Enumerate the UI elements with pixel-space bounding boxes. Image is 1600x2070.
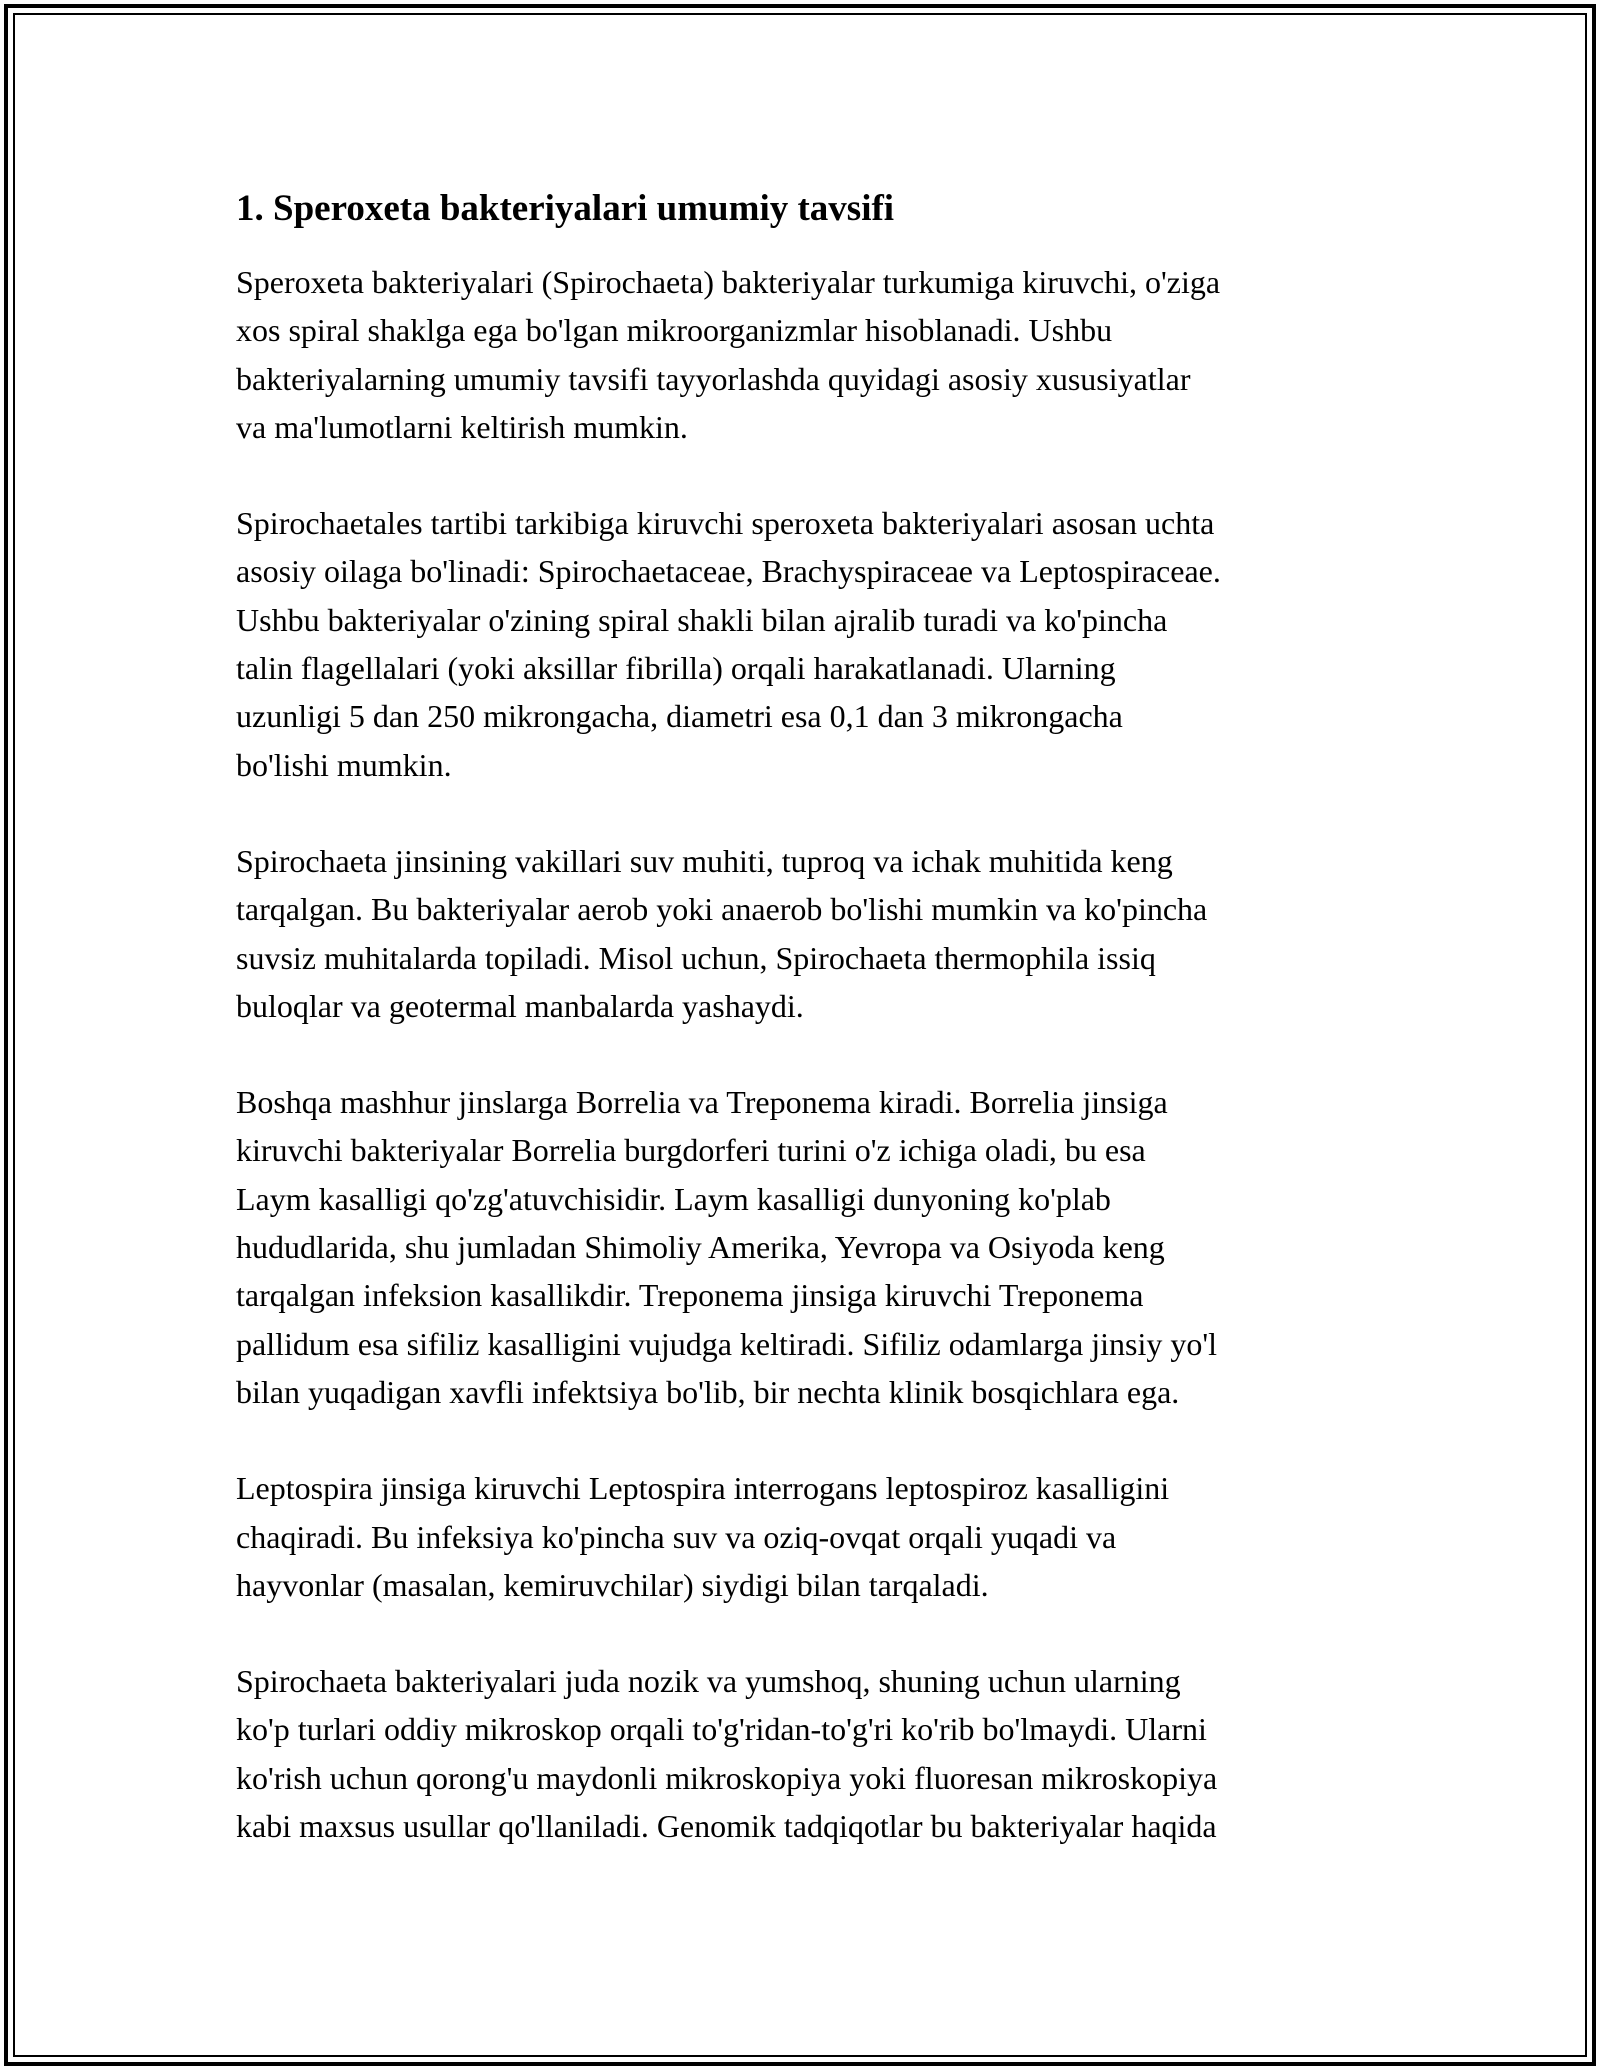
paragraph-leptospira: Leptospira jinsiga kiruvchi Leptospira interrogans leptospiroz kasalligini chaqiradi. Bu infeksiya ko'pincha suv va oziq-ovqat orqali yuqadi va hayvonlar (masalan, kemiruvchilar) siydigi bilan tarqaladi. — [236, 1470, 1170, 1603]
section-title: 1. Speroxeta bakteriyalari umumiy tavsifi — [236, 188, 895, 229]
paragraph-overview: Speroxeta bakteriyalari (Spirochaeta) bakteriyalar turkumiga kiruvchi, o'ziga xos spiral shaklga ega bo'lgan mikroorganizmlar hisoblanadi. Ushbu bakteriyalarning umumiy tavsifi tayyorlashda quyidagi asosiy xususiyatlar va ma'lumotlarni keltirish mumkin. — [236, 264, 1221, 445]
paragraph-microscopy: Spirochaeta bakteriyalari juda nozik va yumshoq, shuning uchun ularning ko'p turlari oddiy mikroskop orqali to'g'ridan-to'g'ri ko'rib bo'lmaydi. Ularni ko'rish uchun qorong'u maydonli mikroskopiya yoki fluoresan mikroskopiya kabi maxsus usullar qo'llaniladi. Genomik tadqiqotlar bu bakteriyalar haqida — [236, 1663, 1218, 1845]
paragraph-habitat: Spirochaeta jinsining vakillari suv muhiti, tuproq va ichak muhitida keng tarqalgan. Bu bakteriyalar aerob yoki anaerob bo'lishi mumkin va ko'pincha suvsiz muhitalarda topiladi. Misol uchun, Spirochaeta thermophila issiq buloqlar va geotermal manbalarda yashaydi. — [236, 842, 1208, 1024]
paragraph-classification: Spirochaetales tartibi tarkibiga kiruvchi speroxeta bakteriyalari asosan uchta asosiy oilaga bo'linadi: Spirochaetaceae, Brachyspiraceae va Leptospiraceae. Ushbu bakteriyalar o'zining spiral shakli bilan ajralib turadi va ko'pincha talin flagellalari (yoki aksillar fibrilla) orqali harakatlanadi. Ularning uzunligi 5 dan 250 mikrongacha, diametri esa 0,1 dan 3 mikrongacha bo'lishi mumkin. — [236, 505, 1221, 783]
paragraph-borrelia-treponema: Boshqa mashhur jinslarga Borrelia va Treponema kiradi. Borrelia jinsiga kiruvchi bakteriyalar Borrelia burgdorferi turini o'z ichiga oladi, bu esa Laym kasalligi qo'zg'atuvchisidir. Laym kasalligi dunyoning ko'plab hududlarida, shu jumladan Shimoliy Amerika, Yevropa va Osiyoda keng tarqalgan infeksion kasallikdir. Treponema jinsiga kiruvchi Treponema pallidum esa sifiliz kasalligini vujudga keltiradi. Sifiliz odamlarga jinsiy yo'l bilan yuqadigan xavfli infektsiya bo'lib, bir nechta klinik bosqichlara ega. — [236, 1084, 1217, 1410]
document-body — [236, 186, 1386, 1898]
